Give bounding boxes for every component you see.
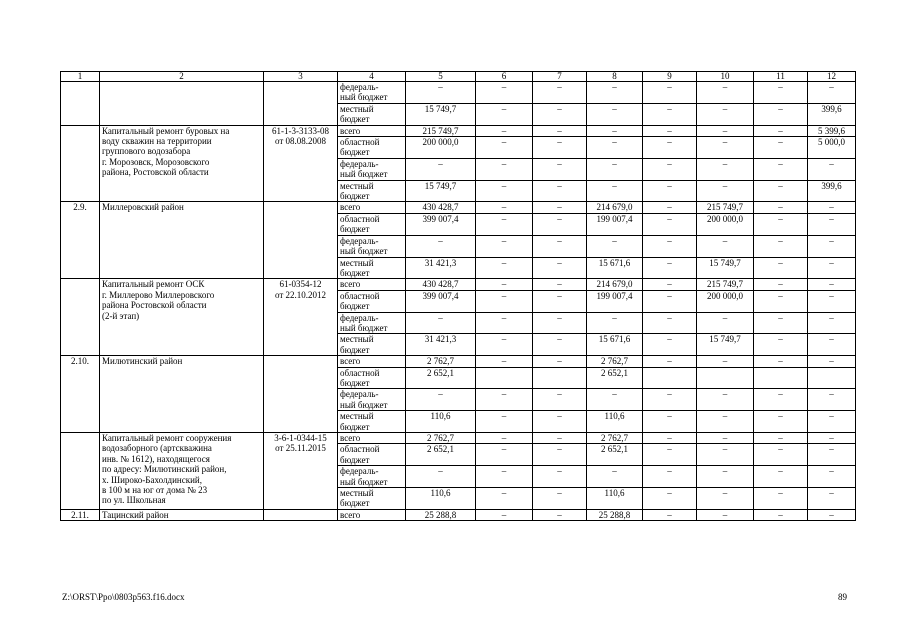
well-regional-col-11: –: [754, 137, 808, 159]
r210-total-col-7: –: [533, 356, 587, 367]
osk-regional-col-6: –: [476, 290, 533, 312]
object-name: Капитальный ремонт буровых на воду скважин на территории группового водозабора г. Морозовск, Морозовского района, Ростовской области: [100, 125, 264, 202]
intake-total-col-5: 2 762,7: [406, 433, 476, 444]
osk-total-col-9: –: [643, 279, 697, 290]
r29-local-col-10: 15 749,7: [697, 257, 754, 279]
r210-total-col-9: –: [643, 356, 697, 367]
budget-type-regional: областной бюджет: [338, 137, 406, 159]
budget-type-local: местный бюджет: [338, 257, 406, 279]
budget-type-regional: областной бюджет: [338, 213, 406, 235]
osk-fed-col-10: –: [697, 312, 754, 334]
top-fed-col-10: –: [697, 82, 754, 104]
r29-total-col-12: –: [808, 202, 856, 213]
top-fed-col-9: –: [643, 82, 697, 104]
well-total-col-11: –: [754, 125, 808, 136]
intake-fed-col-9: –: [643, 466, 697, 488]
r210-total-col-6: –: [476, 356, 533, 367]
r210-fed-col-8: –: [587, 389, 643, 411]
r210-regional-col-7: [533, 367, 587, 389]
r210-regional-col-12: [808, 367, 856, 389]
r29-regional-col-5: 399 007,4: [406, 213, 476, 235]
r29-regional-col-12: –: [808, 213, 856, 235]
table-row: [61, 125, 856, 136]
well-fed-col-12: –: [808, 158, 856, 180]
r210-regional-col-11: [754, 367, 808, 389]
budget-type-total: всего: [338, 125, 406, 136]
top-fed-col-7: –: [533, 82, 587, 104]
r210-total-col-12: –: [808, 356, 856, 367]
table-row: [61, 82, 856, 104]
project-code: [264, 509, 338, 520]
r29-total-col-11: –: [754, 202, 808, 213]
well-fed-col-11: –: [754, 158, 808, 180]
osk-regional-col-11: –: [754, 290, 808, 312]
top-local-col-11: –: [754, 103, 808, 125]
r210-regional-col-6: [476, 367, 533, 389]
intake-local-col-6: –: [476, 488, 533, 510]
r210-regional-col-8: 2 652,1: [587, 367, 643, 389]
osk-total-col-10: 215 749,7: [697, 279, 754, 290]
well-local-col-11: –: [754, 180, 808, 202]
row-number: [61, 279, 100, 356]
osk-total-col-5: 430 428,7: [406, 279, 476, 290]
r29-regional-col-6: –: [476, 213, 533, 235]
top-fed-col-12: –: [808, 82, 856, 104]
intake-local-col-11: –: [754, 488, 808, 510]
well-total-col-8: –: [587, 125, 643, 136]
table-row: [61, 356, 856, 367]
r211-total-col-11: –: [754, 509, 808, 520]
intake-total-col-6: –: [476, 433, 533, 444]
object-name: Капитальный ремонт ОСК г. Миллерово Миллеровского района Ростовской области (2-й этап): [100, 279, 264, 356]
osk-total-col-11: –: [754, 279, 808, 290]
r29-local-col-7: –: [533, 257, 587, 279]
r210-regional-col-5: 2 652,1: [406, 367, 476, 389]
intake-local-col-8: 110,6: [587, 488, 643, 510]
intake-local-col-7: –: [533, 488, 587, 510]
footer-file-path: Z:\ORST\Ppo\0803p563.f16.docx: [62, 592, 185, 602]
well-regional-col-9: –: [643, 137, 697, 159]
r29-local-col-5: 31 421,3: [406, 257, 476, 279]
intake-fed-col-7: –: [533, 466, 587, 488]
intake-local-col-5: 110,6: [406, 488, 476, 510]
r210-local-col-8: 110,6: [587, 411, 643, 433]
r29-regional-col-9: –: [643, 213, 697, 235]
osk-local-col-5: 31 421,3: [406, 334, 476, 356]
budget-type-local: местный бюджет: [338, 334, 406, 356]
osk-local-col-9: –: [643, 334, 697, 356]
table-body: [61, 72, 856, 521]
intake-fed-col-12: –: [808, 466, 856, 488]
top-local-col-9: –: [643, 103, 697, 125]
well-local-col-9: –: [643, 180, 697, 202]
budget-type-fed: федераль- ный бюджет: [338, 158, 406, 180]
well-total-col-7: –: [533, 125, 587, 136]
r29-regional-col-7: –: [533, 213, 587, 235]
intake-total-col-12: –: [808, 433, 856, 444]
header-row: [61, 72, 856, 82]
r210-local-col-7: –: [533, 411, 587, 433]
project-code: 61-0354-12 от 22.10.2012: [264, 279, 338, 356]
intake-local-col-10: –: [697, 488, 754, 510]
r29-fed-col-12: –: [808, 235, 856, 257]
object-name: Миллеровский район: [100, 202, 264, 279]
osk-local-col-7: –: [533, 334, 587, 356]
name-cell: [100, 82, 264, 126]
r211-total-col-12: –: [808, 509, 856, 520]
well-regional-col-8: –: [587, 137, 643, 159]
well-local-col-5: 15 749,7: [406, 180, 476, 202]
well-total-col-6: –: [476, 125, 533, 136]
budget-type-fed: федераль- ный бюджет: [338, 235, 406, 257]
intake-regional-col-7: –: [533, 444, 587, 466]
intake-total-col-11: –: [754, 433, 808, 444]
top-fed-col-5: –: [406, 82, 476, 104]
osk-local-col-6: –: [476, 334, 533, 356]
top-local-col-12: 399,6: [808, 103, 856, 125]
well-total-col-12: 5 399,6: [808, 125, 856, 136]
header-col-6: 6: [476, 72, 533, 82]
intake-fed-col-10: –: [697, 466, 754, 488]
r210-local-col-5: 110,6: [406, 411, 476, 433]
budget-type-total: всего: [338, 202, 406, 213]
osk-regional-col-10: 200 000,0: [697, 290, 754, 312]
intake-total-col-8: 2 762,7: [587, 433, 643, 444]
project-code: 61-1-3-3133-08 от 08.08.2008: [264, 125, 338, 202]
osk-total-col-8: 214 679,0: [587, 279, 643, 290]
well-local-col-6: –: [476, 180, 533, 202]
budget-type-local: местный бюджет: [338, 103, 406, 125]
r210-local-col-10: –: [697, 411, 754, 433]
budget-table: [60, 71, 856, 521]
well-fed-col-10: –: [697, 158, 754, 180]
project-code: 3-6-1-0344-15 от 25.11.2015: [264, 433, 338, 510]
top-local-col-8: –: [587, 103, 643, 125]
header-col-11: 11: [754, 72, 808, 82]
header-col-1: 1: [61, 72, 100, 82]
table-row: [61, 433, 856, 444]
well-regional-col-5: 200 000,0: [406, 137, 476, 159]
budget-type-total: всего: [338, 509, 406, 520]
well-fed-col-6: –: [476, 158, 533, 180]
header-col-5: 5: [406, 72, 476, 82]
intake-fed-col-11: –: [754, 466, 808, 488]
r210-total-col-10: –: [697, 356, 754, 367]
header-col-12: 12: [808, 72, 856, 82]
intake-total-col-10: –: [697, 433, 754, 444]
r210-local-col-6: –: [476, 411, 533, 433]
r210-fed-col-5: –: [406, 389, 476, 411]
budget-type-regional: областной бюджет: [338, 367, 406, 389]
top-local-col-5: 15 749,7: [406, 103, 476, 125]
row-number: 2.11.: [61, 509, 100, 520]
r211-total-col-7: –: [533, 509, 587, 520]
well-total-col-5: 215 749,7: [406, 125, 476, 136]
r211-total-col-8: 25 288,8: [587, 509, 643, 520]
top-fed-col-11: –: [754, 82, 808, 104]
well-regional-col-12: 5 000,0: [808, 137, 856, 159]
budget-type-local: местный бюджет: [338, 180, 406, 202]
r210-fed-col-12: –: [808, 389, 856, 411]
well-regional-col-7: –: [533, 137, 587, 159]
r29-fed-col-8: –: [587, 235, 643, 257]
object-name: Тацинский район: [100, 509, 264, 520]
budget-type-total: всего: [338, 279, 406, 290]
osk-regional-col-8: 199 007,4: [587, 290, 643, 312]
r29-regional-col-8: 199 007,4: [587, 213, 643, 235]
intake-regional-col-10: –: [697, 444, 754, 466]
osk-local-col-10: 15 749,7: [697, 334, 754, 356]
osk-regional-col-9: –: [643, 290, 697, 312]
well-local-col-8: –: [587, 180, 643, 202]
object-name: Капитальный ремонт сооружения водозаборного (артскважина инв. № 1612), находящегося по адресу: Милютинский район, х. Широко-Бахолдинский, в 100 м на юг от дома № 23 по ул. Школьная: [100, 433, 264, 510]
intake-local-col-12: –: [808, 488, 856, 510]
osk-fed-col-6: –: [476, 312, 533, 334]
r210-local-col-12: –: [808, 411, 856, 433]
object-name: Милютинский район: [100, 356, 264, 433]
osk-local-col-11: –: [754, 334, 808, 356]
osk-local-col-8: 15 671,6: [587, 334, 643, 356]
osk-fed-col-11: –: [754, 312, 808, 334]
project-code: [264, 356, 338, 433]
budget-type-local: местный бюджет: [338, 411, 406, 433]
intake-regional-col-8: 2 652,1: [587, 444, 643, 466]
r29-total-col-10: 215 749,7: [697, 202, 754, 213]
r211-total-col-6: –: [476, 509, 533, 520]
header-col-4: 4: [338, 72, 406, 82]
budget-type-local: местный бюджет: [338, 488, 406, 510]
well-regional-col-6: –: [476, 137, 533, 159]
well-fed-col-5: –: [406, 158, 476, 180]
well-total-col-10: –: [697, 125, 754, 136]
budget-type-regional: областной бюджет: [338, 290, 406, 312]
r210-total-col-11: –: [754, 356, 808, 367]
well-fed-col-9: –: [643, 158, 697, 180]
row-number: [61, 125, 100, 202]
num-cell: [61, 82, 100, 126]
r29-fed-col-11: –: [754, 235, 808, 257]
table-row: [61, 509, 856, 520]
intake-regional-col-11: –: [754, 444, 808, 466]
project-code: [264, 202, 338, 279]
osk-total-col-12: –: [808, 279, 856, 290]
intake-fed-col-8: –: [587, 466, 643, 488]
osk-local-col-12: –: [808, 334, 856, 356]
r210-regional-col-9: [643, 367, 697, 389]
r29-total-col-6: –: [476, 202, 533, 213]
well-fed-col-7: –: [533, 158, 587, 180]
top-local-col-7: –: [533, 103, 587, 125]
intake-regional-col-12: –: [808, 444, 856, 466]
budget-type-total: всего: [338, 356, 406, 367]
r29-local-col-12: –: [808, 257, 856, 279]
r210-fed-col-10: –: [697, 389, 754, 411]
r210-fed-col-7: –: [533, 389, 587, 411]
r29-regional-col-10: 200 000,0: [697, 213, 754, 235]
r210-fed-col-11: –: [754, 389, 808, 411]
r29-regional-col-11: –: [754, 213, 808, 235]
intake-regional-col-9: –: [643, 444, 697, 466]
r210-total-col-8: 2 762,7: [587, 356, 643, 367]
r210-local-col-9: –: [643, 411, 697, 433]
row-number: 2.9.: [61, 202, 100, 279]
table-row: [61, 279, 856, 290]
r29-local-col-6: –: [476, 257, 533, 279]
intake-regional-col-5: 2 652,1: [406, 444, 476, 466]
r210-fed-col-6: –: [476, 389, 533, 411]
intake-local-col-9: –: [643, 488, 697, 510]
r211-total-col-10: –: [697, 509, 754, 520]
r211-total-col-5: 25 288,8: [406, 509, 476, 520]
r29-total-col-8: 214 679,0: [587, 202, 643, 213]
r29-local-col-8: 15 671,6: [587, 257, 643, 279]
budget-type-fed: федераль- ный бюджет: [338, 466, 406, 488]
r29-total-col-5: 430 428,7: [406, 202, 476, 213]
osk-regional-col-7: –: [533, 290, 587, 312]
row-number: [61, 433, 100, 510]
well-local-col-12: 399,6: [808, 180, 856, 202]
r29-fed-col-10: –: [697, 235, 754, 257]
header-col-3: 3: [264, 72, 338, 82]
budget-type-regional: областной бюджет: [338, 444, 406, 466]
r211-total-col-9: –: [643, 509, 697, 520]
r29-fed-col-5: –: [406, 235, 476, 257]
intake-fed-col-6: –: [476, 466, 533, 488]
budget-type-fed: федераль- ный бюджет: [338, 82, 406, 104]
r29-total-col-7: –: [533, 202, 587, 213]
well-regional-col-10: –: [697, 137, 754, 159]
well-fed-col-8: –: [587, 158, 643, 180]
osk-fed-col-5: –: [406, 312, 476, 334]
r29-local-col-9: –: [643, 257, 697, 279]
header-col-7: 7: [533, 72, 587, 82]
r210-local-col-11: –: [754, 411, 808, 433]
r210-total-col-5: 2 762,7: [406, 356, 476, 367]
table-row: [61, 202, 856, 213]
osk-fed-col-12: –: [808, 312, 856, 334]
r29-fed-col-9: –: [643, 235, 697, 257]
r29-local-col-11: –: [754, 257, 808, 279]
page-number: 89: [838, 592, 847, 602]
intake-fed-col-5: –: [406, 466, 476, 488]
osk-fed-col-8: –: [587, 312, 643, 334]
r29-total-col-9: –: [643, 202, 697, 213]
r29-fed-col-6: –: [476, 235, 533, 257]
budget-type-fed: федераль- ный бюджет: [338, 312, 406, 334]
header-col-8: 8: [587, 72, 643, 82]
intake-total-col-9: –: [643, 433, 697, 444]
intake-regional-col-6: –: [476, 444, 533, 466]
header-col-10: 10: [697, 72, 754, 82]
intake-total-col-7: –: [533, 433, 587, 444]
r210-fed-col-9: –: [643, 389, 697, 411]
budget-type-fed: федераль- ный бюджет: [338, 389, 406, 411]
osk-regional-col-5: 399 007,4: [406, 290, 476, 312]
top-fed-col-6: –: [476, 82, 533, 104]
osk-regional-col-12: –: [808, 290, 856, 312]
top-local-col-10: –: [697, 103, 754, 125]
header-col-9: 9: [643, 72, 697, 82]
well-local-col-10: –: [697, 180, 754, 202]
osk-fed-col-9: –: [643, 312, 697, 334]
osk-fed-col-7: –: [533, 312, 587, 334]
top-fed-col-8: –: [587, 82, 643, 104]
r29-fed-col-7: –: [533, 235, 587, 257]
row-number: 2.10.: [61, 356, 100, 433]
header-col-2: 2: [100, 72, 264, 82]
well-local-col-7: –: [533, 180, 587, 202]
osk-total-col-6: –: [476, 279, 533, 290]
well-total-col-9: –: [643, 125, 697, 136]
r210-regional-col-10: [697, 367, 754, 389]
osk-total-col-7: –: [533, 279, 587, 290]
top-local-col-6: –: [476, 103, 533, 125]
code-cell: [264, 82, 338, 126]
budget-type-total: всего: [338, 433, 406, 444]
